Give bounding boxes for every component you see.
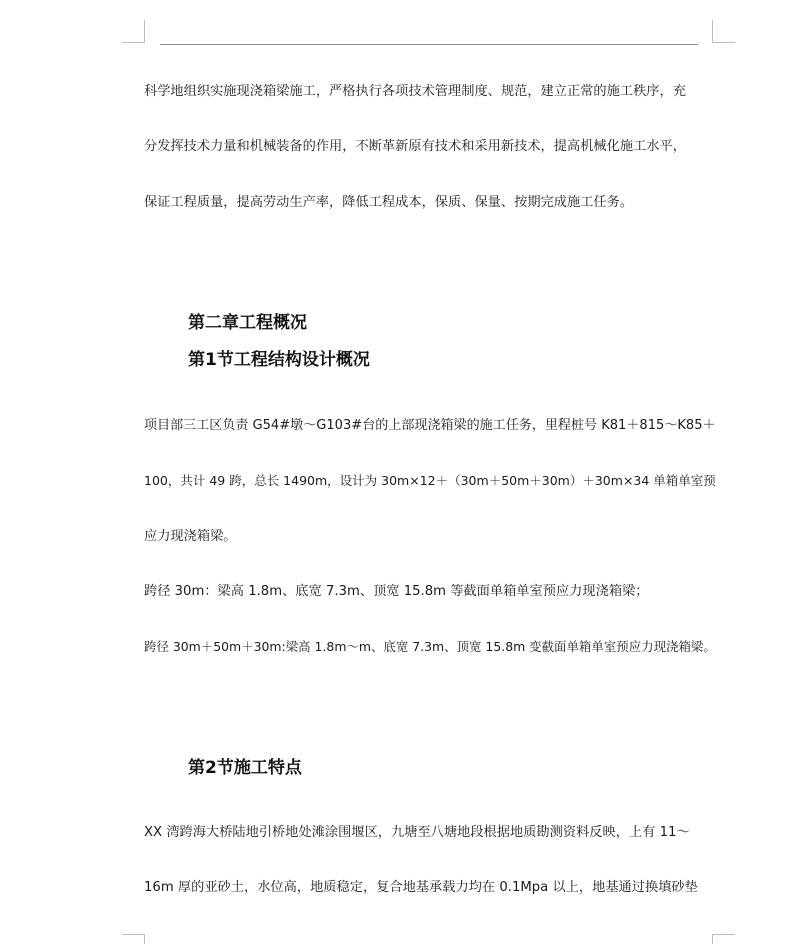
body-line: 16m 厚的亚砂土，水位高，地质稳定，复合地基承载力均在 0.1Mpa 以上，地基通过换填砂垫 <box>144 880 698 895</box>
header-rule <box>160 44 698 45</box>
crop-mark-bottom-right <box>712 934 735 944</box>
body-line: XX 湾跨海大桥陆地引桥地处滩涂围堰区，九塘至八塘地段根据地质勘测资料反映，上有 11～ <box>144 825 690 840</box>
body-line: 100，共计 49 跨，总长 1490m，设计为 30m×12＋（30m＋50m＋30m）＋30m×34 单箱单室预 <box>144 473 716 488</box>
section-heading: 第2节施工特点 <box>188 758 302 778</box>
body-line: 应力现浇箱梁。 <box>144 529 237 544</box>
crop-mark-top-left <box>122 20 145 43</box>
section-heading: 第1节工程结构设计概况 <box>188 350 370 370</box>
crop-mark-bottom-left <box>122 934 145 944</box>
intro-line: 分发挥技术力量和机械装备的作用，不断革新原有技术和采用新技术，提高机械化施工水平， <box>144 139 686 154</box>
span-description: 跨径 30m＋50m＋30m:梁高 1.8m～m、底宽 7.3m、顶宽 15.8m 变截面单箱单室预应力现浇箱梁。 <box>144 639 716 654</box>
span-description: 跨径 30m：梁高 1.8m、底宽 7.3m、顶宽 15.8m 等截面单箱单室预应力现浇箱梁； <box>144 584 649 599</box>
crop-mark-top-right <box>712 20 735 43</box>
chapter-heading: 第二章工程概况 <box>188 313 307 333</box>
body-line: 项目部三工区负责 G54#墩～G103#台的上部现浇箱梁的施工任务，里程桩号 K81＋815～K85＋ <box>144 418 716 433</box>
intro-line: 科学地组织实施现浇箱梁施工，严格执行各项技术管理制度、规范，建立正常的施工秩序，充 <box>144 84 686 99</box>
intro-line: 保证工程质量，提高劳动生产率，降低工程成本，保质、保量、按期完成施工任务。 <box>144 195 634 210</box>
